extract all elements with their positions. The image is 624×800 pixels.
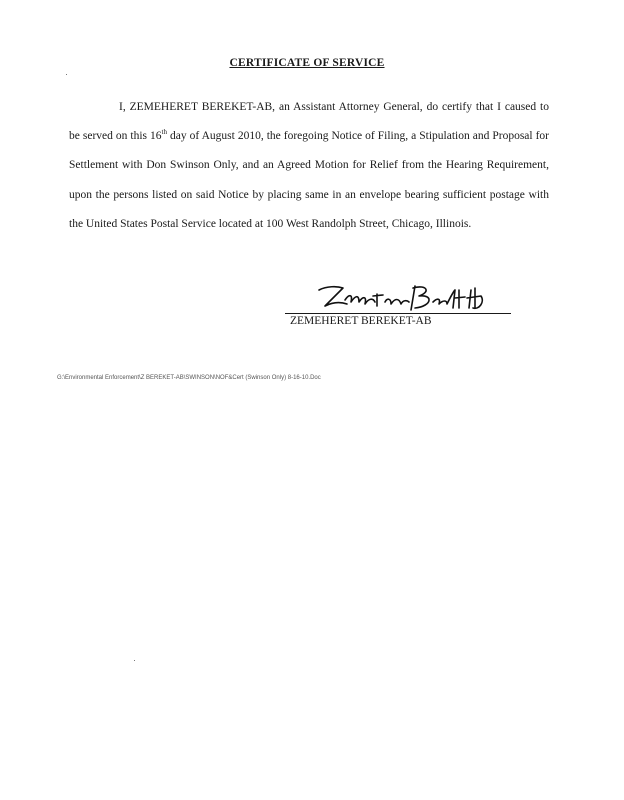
scan-speck	[134, 660, 135, 661]
document-title: CERTIFICATE OF SERVICE	[229, 57, 385, 69]
body-text-part1: I, ZEMEHERET BEREKET-AB, an Assistant Attorney General, do certify that I caused to be served on this 16	[69, 101, 549, 143]
body-text-part2: day of August 2010, the foregoing Notice of Filing, a Stipulation and Proposal for Settlement with Don Swinson Only, and an Agreed Motion for Relief from the Hearing Requirement, upon the persons listed on said Notice by placing same in an envelope bearing sufficient postage with the United States Postal Service located at 100 West Randolph Street, Chicago, Illinois.	[69, 130, 550, 230]
handwritten-signature	[315, 280, 500, 316]
signature-line	[285, 313, 511, 314]
signature-block	[285, 280, 515, 335]
ordinal-suffix: th	[161, 128, 167, 137]
certificate-paragraph	[69, 93, 549, 239]
scan-speck	[66, 74, 67, 75]
file-path-footer: G:\Environmental Enforcement\Z BEREKET-AB\SWINSON\NOF&Cert (Swinson Only) 8-16-10.Doc	[57, 375, 321, 381]
signer-name: ZEMEHERET BEREKET-AB	[290, 315, 432, 327]
certificate-body	[69, 93, 549, 239]
